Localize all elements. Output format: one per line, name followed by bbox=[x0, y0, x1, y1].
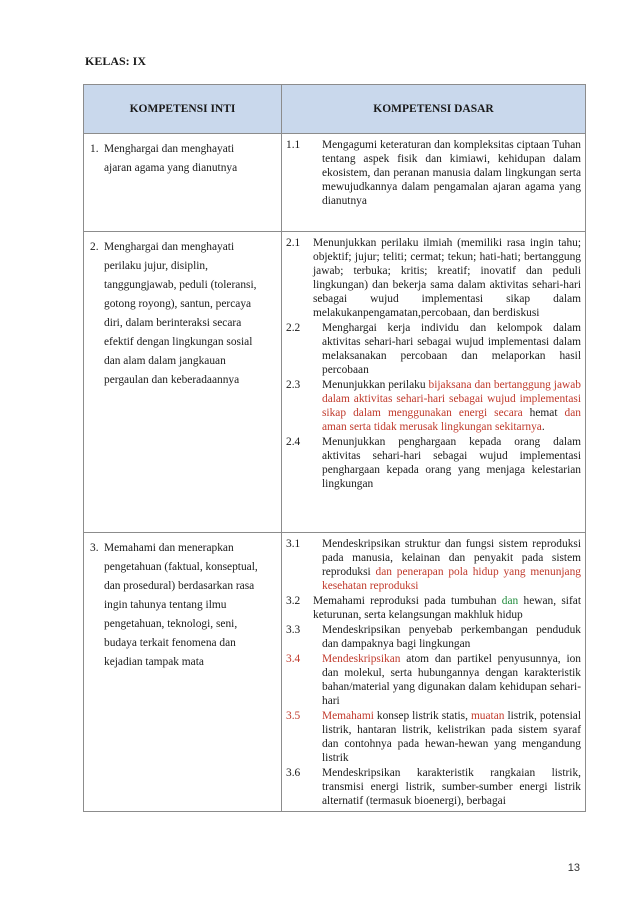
kd-number: 3.4 bbox=[286, 653, 301, 665]
kd-number: 3.6 bbox=[286, 767, 301, 779]
ki-text: Memahami dan menerapkan pengetahuan (faktual, konseptual, dan prosedural) berdasarkan rasa ingin tahunya tentang ilmu pengetahuan, teknologi, seni, budaya terkait fenomena dan kejadian tampak mata bbox=[104, 542, 258, 668]
ki-item bbox=[90, 140, 275, 178]
kd-number: 3.3 bbox=[286, 624, 301, 636]
ki-item bbox=[90, 539, 275, 672]
ki-text: Menghargai dan menghayati ajaran agama yang dianutnya bbox=[104, 143, 238, 174]
kd-number: 3.5 bbox=[286, 710, 301, 722]
ki-cell bbox=[84, 533, 282, 812]
kd-cell bbox=[282, 533, 586, 812]
header-kompetensi-inti: KOMPETENSI INTI bbox=[84, 85, 282, 134]
kd-item bbox=[286, 652, 581, 708]
ki-number: 3. bbox=[90, 542, 99, 554]
kd-number: 2.3 bbox=[286, 379, 301, 391]
kd-text: Mendeskripsikan karakteristik rangkaian listrik, transmisi energi listrik, sumber-sumber energi listrik alternatif (termasuk bioenergi), berbagai bbox=[322, 767, 581, 807]
kd-item bbox=[286, 321, 581, 377]
ki-cell bbox=[84, 232, 282, 533]
kd-number: 3.1 bbox=[286, 538, 301, 550]
ki-text: Menghargai dan menghayati perilaku jujur, disiplin, tanggungjawab, peduli (toleransi, gotong royong), santun, percaya diri, dalam berinteraksi secara efektif dengan lingkungan sosial dan alam dalam jangkauan pergaulan dan keberadaannya bbox=[104, 241, 257, 386]
kd-number: 1.1 bbox=[286, 139, 301, 151]
kd-cell bbox=[282, 134, 586, 232]
ki-number: 2. bbox=[90, 241, 99, 253]
page-number: 13 bbox=[567, 862, 580, 874]
kd-item bbox=[286, 236, 581, 320]
table-row bbox=[84, 533, 586, 812]
kd-text: Mengagumi keteraturan dan kompleksitas ciptaan Tuhan tentang aspek fisik dan kimiawi, kehidupan dalam ekosistem, dan peranan manusia dalam lingkungan serta mewujudkannya dalam pengamalan ajaran agama yang dianutnya bbox=[322, 139, 581, 207]
kd-text: Menunjukkan penghargaan kepada orang dalam aktivitas sehari-hari sebagai wujud implementasi penghargaan kepada orang yang menjaga kelestarian lingkungan bbox=[322, 436, 581, 490]
kd-number: 2.1 bbox=[286, 237, 301, 249]
table-header-row bbox=[84, 85, 586, 134]
kd-number: 2.4 bbox=[286, 436, 301, 448]
kd-item bbox=[286, 623, 581, 651]
kd-text: Mendeskripsikan atom dan partikel penyusunnya, ion dan molekul, serta hubungannya dengan karakteristik bahan/material yang digunakan dalam kehidupan sehari-hari bbox=[322, 653, 581, 707]
ki-number: 1. bbox=[90, 143, 99, 155]
kd-item bbox=[286, 435, 581, 491]
ki-item bbox=[90, 238, 275, 390]
kd-item bbox=[286, 378, 581, 434]
table-row bbox=[84, 232, 586, 533]
kd-item bbox=[286, 138, 581, 208]
kd-text: Menunjukkan perilaku bijaksana dan bertanggung jawab dalam aktivitas sehari-hari sebagai wujud implementasi sikap dalam menggunakan energi secara hemat dan aman serta tidak merusak lingkungan sekitarnya. bbox=[322, 379, 581, 433]
kd-text: Mendeskripsikan penyebab perkembangan penduduk dan dampaknya bagi lingkungan bbox=[322, 624, 581, 650]
kd-item bbox=[286, 709, 581, 765]
kd-number: 2.2 bbox=[286, 322, 301, 334]
kd-item bbox=[286, 766, 581, 808]
kd-text: Menunjukkan perilaku ilmiah (memiliki rasa ingin tahu; objektif; jujur; teliti; cermat; tekun; hati-hati; bertanggung jawab; terbuka; kritis; kreatif; inovatif dan peduli lingkungan) dan bekerja sama dalam aktivitas sehari-hari sebagai wujud implementasi sikap dalam melakukanpengamatan,percobaan, dan berdiskusi bbox=[313, 237, 581, 319]
kd-number: 3.2 bbox=[286, 595, 301, 607]
kd-item bbox=[286, 594, 581, 622]
kd-text: Mendeskripsikan struktur dan fungsi sistem reproduksi pada manusia, kelainan dan penyakit pada sistem reproduksi dan penerapan pola hidup yang menunjang kesehatan reproduksi bbox=[322, 538, 581, 592]
ki-cell bbox=[84, 134, 282, 232]
table-row bbox=[84, 134, 586, 232]
class-label: KELAS: IX bbox=[85, 54, 147, 68]
kd-text: Memahami konsep listrik statis, muatan listrik, potensial listrik, hantaran listrik, kelistrikan pada sistem syaraf dan contohnya pada hewan-hewan yang mengandung listrik bbox=[322, 710, 581, 764]
kd-cell bbox=[282, 232, 586, 533]
kd-text: Memahami reproduksi pada tumbuhan dan hewan, sifat keturunan, serta kelangsungan makhluk hidup bbox=[313, 595, 581, 621]
competency-table bbox=[83, 84, 586, 812]
kd-item bbox=[286, 537, 581, 593]
header-kompetensi-dasar: KOMPETENSI DASAR bbox=[282, 85, 586, 134]
kd-text: Menghargai kerja individu dan kelompok dalam aktivitas sehari-hari sebagai wujud implementasi dalam melaksanakan percobaan dan melaporkan hasil percobaan bbox=[322, 322, 581, 376]
